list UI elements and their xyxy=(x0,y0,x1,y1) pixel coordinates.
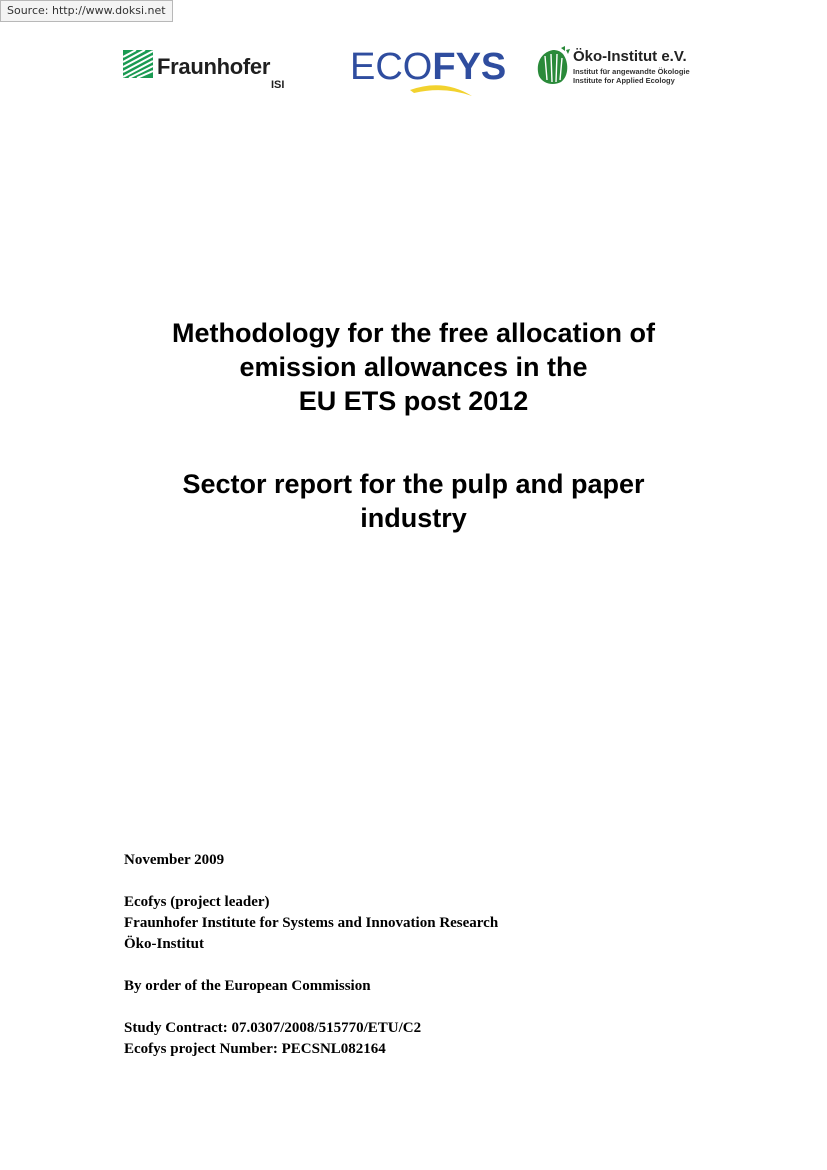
partner-fraunhofer: Fraunhofer Institute for Systems and Innovation Research xyxy=(124,915,499,931)
subtitle-line-1: Sector report for the pulp and paper xyxy=(182,469,645,499)
ecofys-logo xyxy=(348,46,507,102)
oeko-subline-de: Institut für angewandte Ökologie xyxy=(573,67,690,76)
partner-oeko: Öko-Institut xyxy=(124,936,205,952)
study-contract: Study Contract: 07.0307/2008/515770/ETU/C2 xyxy=(124,1020,422,1036)
fraunhofer-logo xyxy=(123,48,293,96)
ecofys-fys-text: FYS xyxy=(432,46,507,88)
subtitle-line-2: industry xyxy=(360,503,467,533)
title-line-1: Methodology for the free allocation of xyxy=(171,318,655,348)
project-number: Ecofys project Number: PECSNL082164 xyxy=(124,1041,386,1057)
ecofys-eco-text: ECO xyxy=(350,46,433,88)
fraunhofer-isi-label: ISI xyxy=(271,79,285,91)
commission-order: By order of the European Commission xyxy=(124,978,371,994)
fraunhofer-mark-icon xyxy=(123,50,153,78)
title-line-2: emission allowances in the xyxy=(239,352,588,382)
ecofys-swoosh-icon xyxy=(348,46,478,102)
oeko-institut-logo xyxy=(535,46,710,90)
document-meta xyxy=(124,850,498,1060)
fraunhofer-wordmark: Fraunhofer xyxy=(157,54,271,79)
oeko-leaf-icon xyxy=(535,46,571,86)
document-subtitle xyxy=(60,467,767,535)
source-note: Source: http://www.doksi.net xyxy=(0,0,173,22)
title-line-3: EU ETS post 2012 xyxy=(298,386,529,416)
oeko-name: Öko-Institut e.V. xyxy=(573,48,687,65)
publication-date: November 2009 xyxy=(124,852,225,868)
partner-ecofys: Ecofys (project leader) xyxy=(124,894,270,910)
document-title xyxy=(60,316,767,418)
oeko-subline-en: Institute for Applied Ecology xyxy=(573,76,675,85)
